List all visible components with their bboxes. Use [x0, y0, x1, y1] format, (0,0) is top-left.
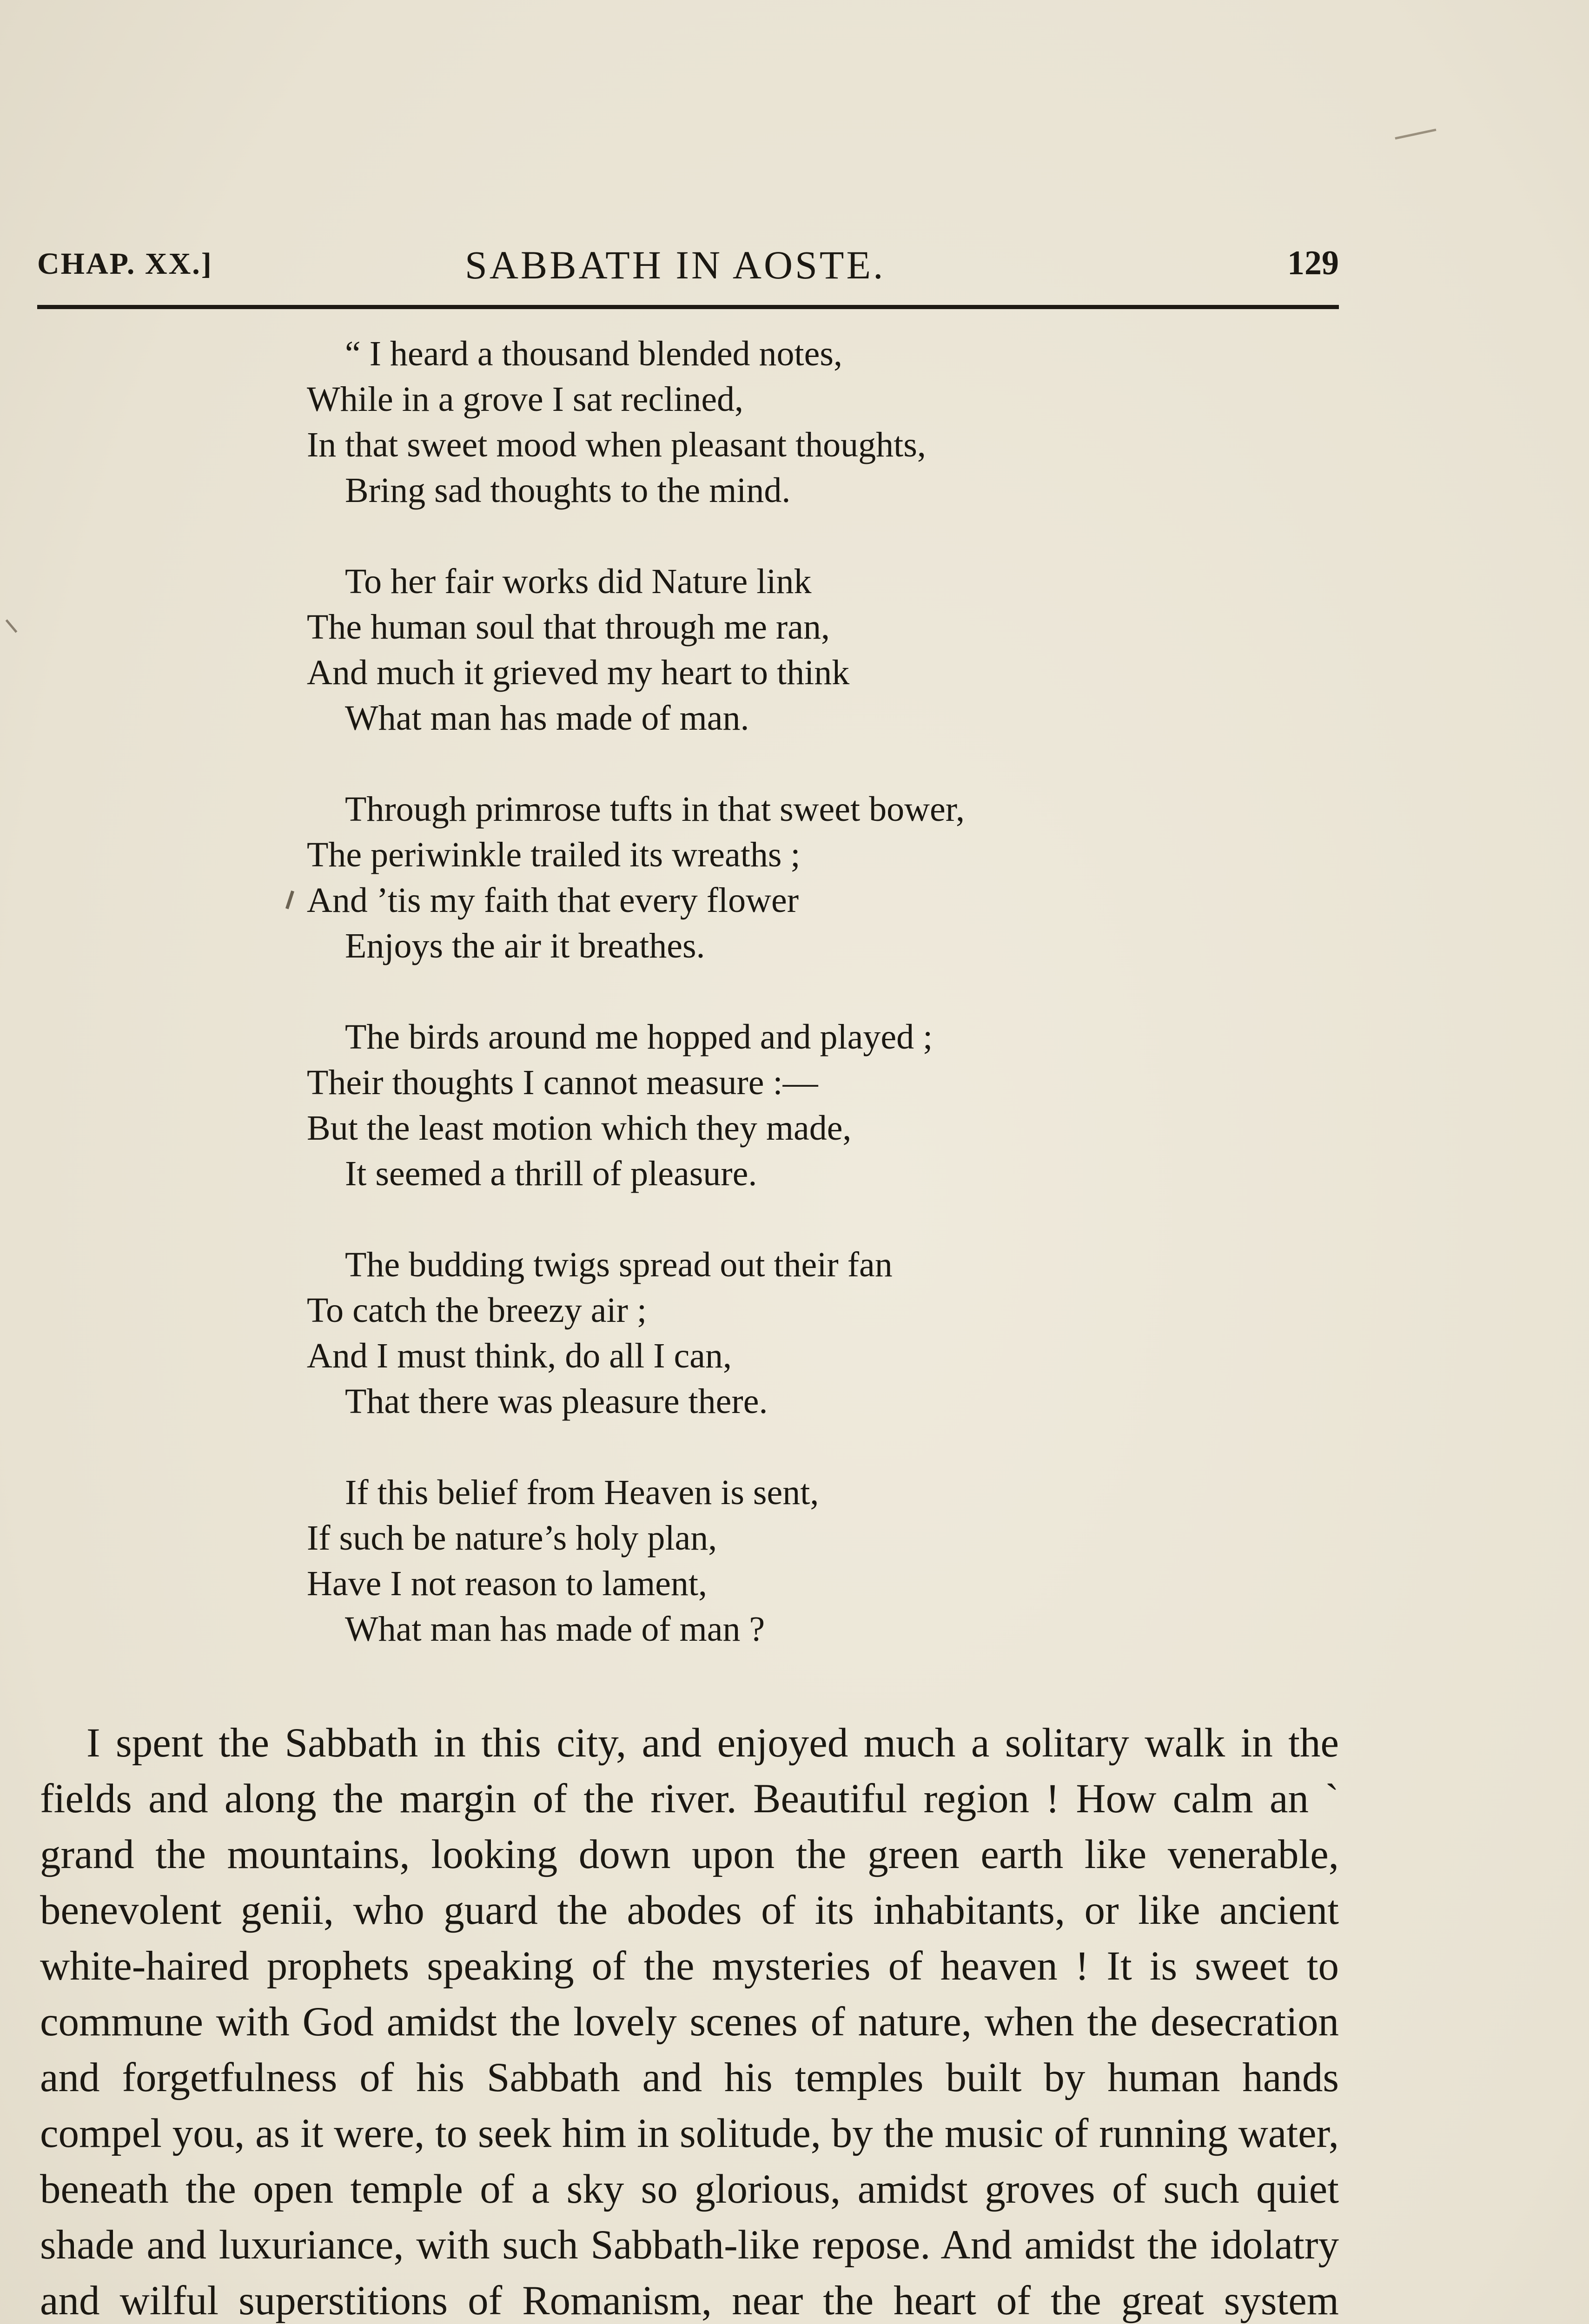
- poem-line: The periwinkle trailed its wreaths ;: [307, 835, 801, 874]
- stanza: [307, 1014, 1330, 1196]
- header-rule: [37, 305, 1339, 309]
- poem-line: If such be nature’s holy plan,: [307, 1519, 717, 1558]
- page-title: SABBATH IN AOSTE.: [465, 243, 886, 287]
- poem-line: What man has made of man.: [345, 699, 749, 738]
- poem-line: “ I heard a thousand blended notes,: [345, 334, 842, 373]
- poem-line: That there was pleasure there.: [345, 1382, 768, 1421]
- poem-line: In that sweet mood when pleasant thoughts,: [307, 425, 926, 464]
- running-header: [37, 242, 1339, 293]
- margin-tick: [6, 619, 18, 633]
- poem-line: And much it grieved my heart to think: [307, 653, 850, 692]
- poem-line: What man has made of man ?: [345, 1610, 765, 1649]
- poem-line: Their thoughts I cannot measure :—: [307, 1063, 818, 1102]
- poem-line: The budding twigs spread out their fan: [345, 1245, 893, 1284]
- stanza: [307, 1242, 1330, 1424]
- poem-line: But the least motion which they made,: [307, 1109, 852, 1148]
- poem-line: To her fair works did Nature link: [345, 562, 812, 601]
- chapter-label: CHAP. XX.]: [37, 247, 213, 281]
- page-number: 129: [1287, 244, 1339, 282]
- poem-line: While in a grove I sat reclined,: [307, 380, 744, 419]
- poem-line: And ’tis my faith that every flower: [307, 881, 799, 920]
- paragraph: I spent the Sabbath in this city, and enjoyed much a solitary walk in the fields and along the margin of the river. Beautiful region ! How calm an ` grand the mountains, looking down upon the green earth like venerable, benevolent genii, who guard the abodes of its inhabitants, or like ancient white-haired prophets speaking of the mysteries of heaven ! It is sweet to commune with God amidst the lovely scenes of nature, when the desecration and forgetfulness of his Sabbath and his temples built by human hands compel you, as it were, to seek him in solitude, by the music of running water, beneath the open temple of a sky so glorious, amidst groves of such quiet shade and luxuriance, with such Sabbath-like repose. And amidst the idolatry and wilful superstitions of Romanism, near the heart of the great system: [40, 1720, 1339, 2324]
- stanza: [307, 331, 1330, 513]
- poem-line: If this belief from Heaven is sent,: [345, 1473, 819, 1512]
- poem-line: The human soul that through me ran,: [307, 607, 830, 647]
- edge-tick: [1395, 129, 1436, 140]
- poem-line: And I must think, do all I can,: [307, 1336, 732, 1375]
- stanza: [307, 786, 1330, 969]
- poem-line: Have I not reason to lament,: [307, 1564, 708, 1603]
- pencil-mark: [285, 891, 294, 909]
- poem-line: It seemed a thrill of pleasure.: [345, 1154, 757, 1193]
- stanza: [307, 1470, 1330, 1652]
- poem-line: Enjoys the air it breathes.: [345, 926, 705, 965]
- stanza: [307, 559, 1330, 741]
- poem: [307, 331, 1330, 1697]
- poem-line: The birds around me hopped and played ;: [345, 1017, 933, 1056]
- poem-line: Through primrose tufts in that sweet bower,: [345, 790, 965, 829]
- poem-line: Bring sad thoughts to the mind.: [345, 471, 791, 510]
- poem-line: To catch the breezy air ;: [307, 1291, 647, 1330]
- body-text: [40, 1715, 1339, 2324]
